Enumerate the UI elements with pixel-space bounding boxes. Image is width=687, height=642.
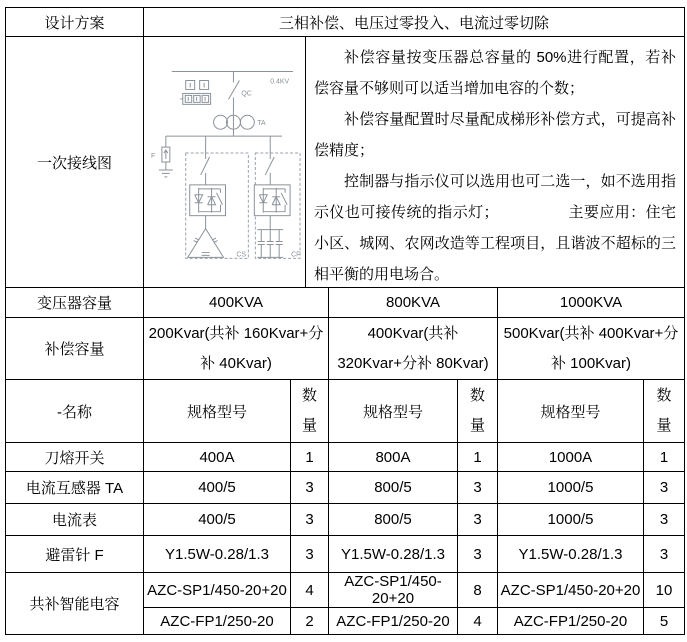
arrester-f-icon bbox=[159, 136, 173, 177]
item-qty: 5 bbox=[659, 612, 669, 630]
header-qty-2: 数量 bbox=[458, 380, 498, 442]
cf-label: CF bbox=[291, 251, 301, 259]
meter-cluster-icon bbox=[180, 81, 210, 105]
compensation-capacity-row bbox=[6, 318, 684, 380]
item-spec: Y1.5W-0.28/1.3 bbox=[498, 536, 644, 572]
group-name: 共补智能电容 bbox=[6, 573, 144, 634]
bus-voltage-label: 0.4KV bbox=[270, 78, 290, 86]
item-spec: 800/5 bbox=[329, 472, 458, 503]
item-spec: Y1.5W-0.28/1.3 bbox=[329, 536, 458, 572]
item-qty: 4 bbox=[458, 608, 498, 634]
item-qty: 2 bbox=[291, 608, 329, 634]
breaker-label: QC bbox=[241, 90, 252, 98]
item-qty: 3 bbox=[291, 472, 329, 503]
item-spec: AZC-FP1/250-20 bbox=[498, 608, 644, 634]
item-name: 避雷针 F bbox=[6, 536, 144, 572]
item-qty: 1 bbox=[458, 443, 498, 471]
table-row-group-smart-capacitor bbox=[6, 573, 684, 634]
diagram-cell bbox=[144, 37, 306, 287]
table-row-ammeter bbox=[6, 504, 684, 536]
arrester-label: F bbox=[150, 153, 156, 161]
item-spec: Y1.5W-0.28/1.3 bbox=[144, 536, 291, 572]
table-row-current-transformer bbox=[6, 472, 684, 504]
table-row-knife-fuse-switch bbox=[6, 443, 684, 472]
diagram-label: 一次接线图 bbox=[6, 37, 144, 287]
note-capacity-config: 补偿容量按变压器总容量的 50%进行配置，若补偿容量不够则可以适当增加电容的个数； bbox=[314, 49, 676, 97]
item-spec: 400/5 bbox=[144, 504, 291, 535]
design-scheme-value: 三相补偿、电压过零投入、电流过零切除 bbox=[278, 14, 549, 32]
item-spec: 1000/5 bbox=[498, 472, 644, 503]
transformer-capacity-row bbox=[6, 288, 684, 318]
item-spec: AZC-FP1/250-20 bbox=[144, 608, 291, 634]
item-qty: 3 bbox=[659, 479, 669, 496]
cs-label: CS bbox=[236, 251, 247, 259]
design-scheme-label: 设计方案 bbox=[6, 8, 144, 36]
item-qty: 3 bbox=[458, 472, 498, 503]
ct-label: TA bbox=[257, 120, 266, 128]
item-spec: 800/5 bbox=[329, 504, 458, 535]
header-spec-2: 规格型号 bbox=[329, 380, 458, 442]
item-spec: 1000A bbox=[498, 443, 644, 471]
item-spec: 800A bbox=[329, 443, 458, 471]
item-spec: AZC-SP1/450-20+20 bbox=[144, 573, 291, 607]
notes-cell bbox=[306, 37, 684, 287]
note-ladder-comp: 补偿容量配置时尽量配成梯形补偿方式，可提高补偿精度； bbox=[314, 111, 676, 159]
compensation-capacity-400: 400Kvar(共补 320Kvar+分补 80Kvar) bbox=[329, 318, 498, 379]
item-qty: 3 bbox=[458, 536, 498, 572]
group-subrows bbox=[144, 573, 684, 634]
breaker-qc-icon bbox=[228, 72, 239, 115]
cs-branch-icon bbox=[186, 136, 249, 258]
compensation-spec-table bbox=[5, 7, 685, 635]
item-qty: 1 bbox=[291, 443, 329, 471]
compensation-capacity-label: 补偿容量 bbox=[6, 318, 144, 379]
item-qty: 3 bbox=[291, 504, 329, 535]
item-spec: 400/5 bbox=[144, 472, 291, 503]
header-qty-1: 数量 bbox=[291, 380, 329, 442]
header-spec-1: 规格型号 bbox=[144, 380, 291, 442]
item-spec: AZC-SP1/450-20+20 bbox=[498, 573, 644, 607]
compensation-capacity-500: 500Kvar(共补 400Kvar+分补 100Kvar) bbox=[503, 324, 679, 372]
item-qty: 3 bbox=[659, 511, 669, 528]
transformer-capacity-label: 变压器容量 bbox=[6, 288, 144, 317]
compensation-capacity-200: 200Kvar(共补 160Kvar+分补 40Kvar) bbox=[144, 318, 329, 379]
table-row-azc-fp1 bbox=[144, 608, 684, 634]
item-name: 电流互感器 TA bbox=[6, 472, 144, 503]
header-spec-3: 规格型号 bbox=[498, 380, 644, 442]
table-row-arrester bbox=[6, 536, 684, 573]
single-line-diagram-icon bbox=[144, 37, 305, 286]
item-qty: 3 bbox=[458, 504, 498, 535]
header-qty-3: 数量 bbox=[656, 387, 672, 434]
item-qty: 3 bbox=[659, 545, 669, 563]
header-name: -名称 bbox=[6, 380, 144, 442]
diagram-row bbox=[6, 37, 684, 288]
item-qty: 4 bbox=[291, 573, 329, 607]
cf-branch-icon bbox=[254, 136, 300, 258]
item-qty: 1 bbox=[659, 448, 669, 466]
transformer-capacity-1000: 1000KVA bbox=[559, 294, 623, 311]
item-name: 刀熔开关 bbox=[6, 443, 144, 471]
current-transformer-icon bbox=[214, 114, 255, 136]
item-spec: 400A bbox=[144, 443, 291, 471]
transformer-capacity-800: 800KVA bbox=[329, 288, 498, 317]
item-qty: 10 bbox=[655, 581, 673, 599]
item-qty: 3 bbox=[291, 536, 329, 572]
note-controller-usage: 控制器与指示仪可以选用也可二选一，如不选用指示仪也可接传统的指示灯； 主要应用：住宅小区、城网、农网改造等工程项目，且谐波不超标的三相平衡的用电场合。 bbox=[314, 173, 676, 283]
item-name: 电流表 bbox=[6, 504, 144, 535]
item-qty: 8 bbox=[458, 573, 498, 607]
item-spec: 1000/5 bbox=[498, 504, 644, 535]
table-row-azc-sp1 bbox=[144, 573, 684, 608]
design-scheme-row bbox=[6, 8, 684, 37]
item-spec: AZC-FP1/250-20 bbox=[329, 608, 458, 634]
item-spec: AZC-SP1/450-20+20 bbox=[329, 573, 458, 607]
transformer-capacity-400: 400KVA bbox=[144, 288, 329, 317]
spec-header-row bbox=[6, 380, 684, 443]
